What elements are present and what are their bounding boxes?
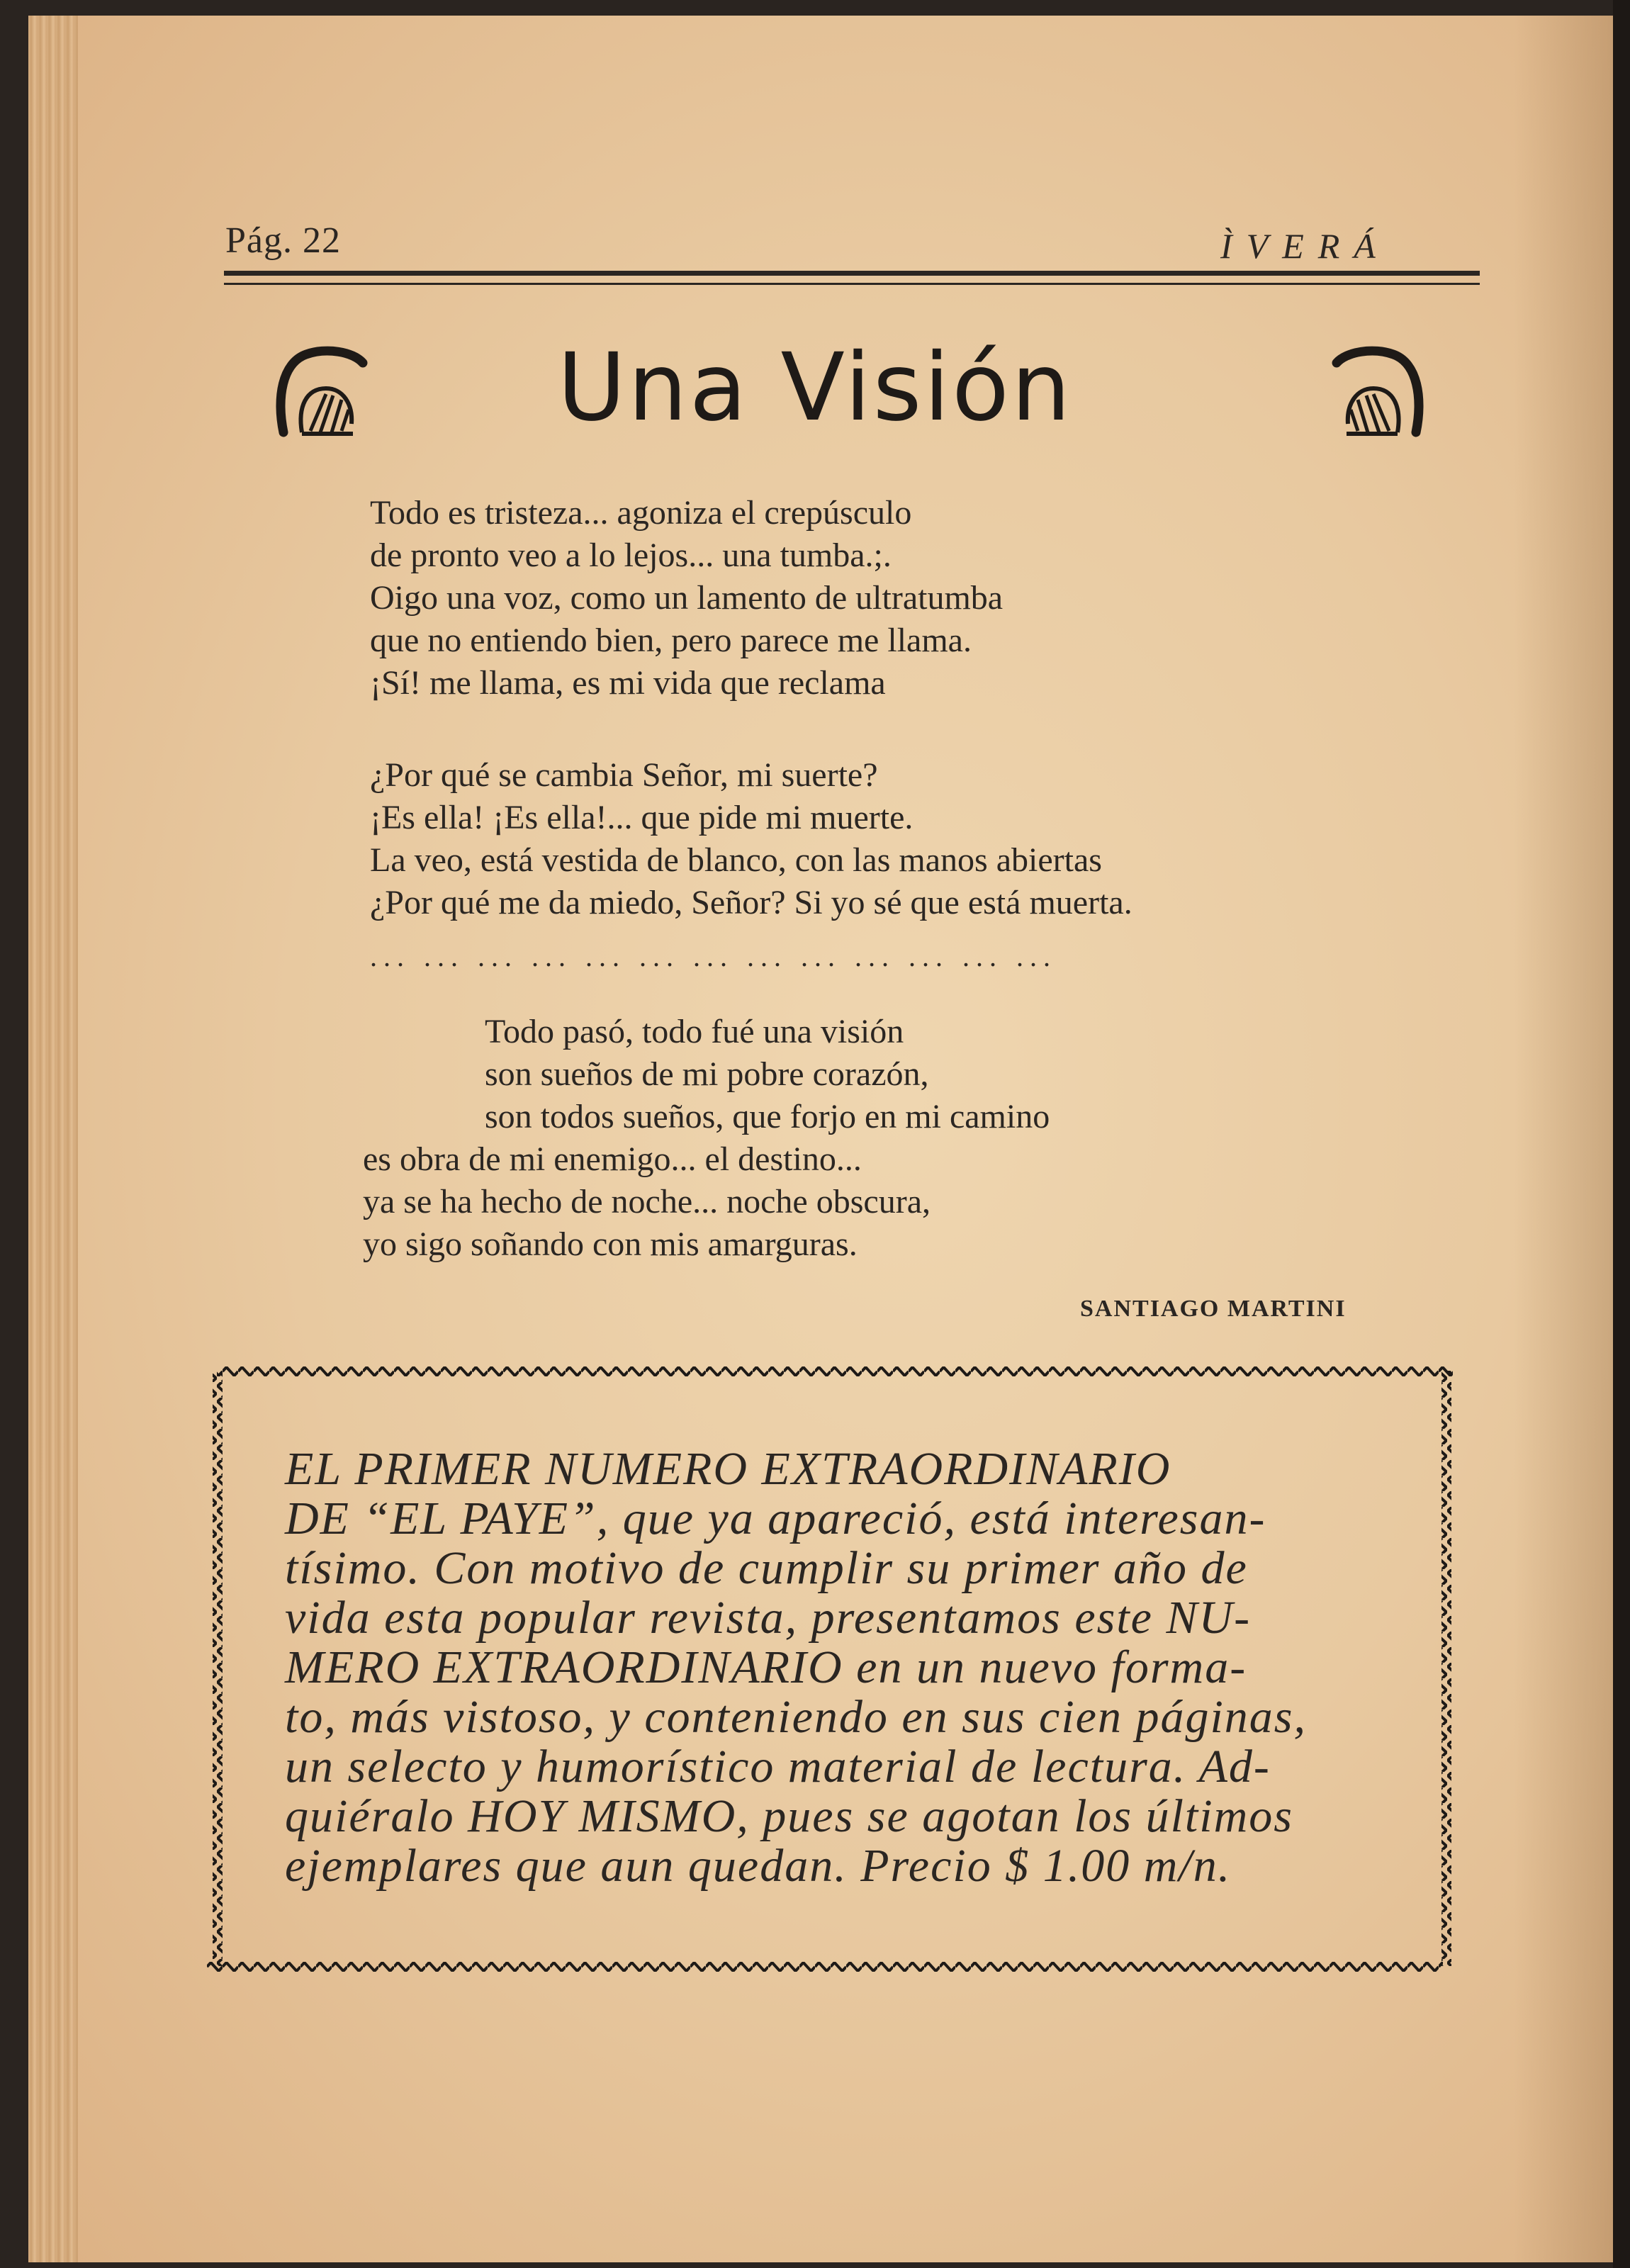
page-number: Pág. 22 — [225, 220, 341, 261]
poem-line: es obra de mi enemigo... el destino... — [363, 1140, 862, 1178]
ad-line: to, más vistoso, y conteniendo en sus cien páginas, — [285, 1691, 1307, 1743]
poem-line: ¡Es ella! ¡Es ella!... que pide mi muerte. — [370, 799, 914, 836]
ad-line: MERO EXTRAORDINARIO en un nuevo forma- — [285, 1641, 1247, 1693]
poem-line: La veo, está vestida de blanco, con las manos abiertas — [370, 841, 1102, 879]
poem-line: ¿Por qué se cambia Señor, mi suerte? — [370, 756, 878, 794]
dotted-separator: ... ... ... ... ... ... ... ... ... ... ... ... ... — [370, 941, 1057, 972]
poem-line: ya se ha hecho de noche... noche obscura, — [363, 1183, 931, 1220]
poem-line: de pronto veo a lo lejos... una tumba.;. — [370, 537, 892, 574]
ad-line: DE “EL PAYE”, que ya apareció, está interesan- — [285, 1493, 1266, 1544]
poem-line: ¿Por qué me da miedo, Señor? Si yo sé que está muerta. — [370, 884, 1132, 921]
article-title: Una Visión — [557, 333, 1073, 442]
author-signature: SANTIAGO MARTINI — [1080, 1296, 1347, 1322]
poem-line: ¡Sí! me llama, es mi vida que reclama — [370, 664, 886, 702]
poem-line: que no entiendo bien, pero parece me llama. — [370, 622, 972, 659]
poem-line: Todo es tristeza... agoniza el crepúsculo — [370, 494, 912, 532]
header-rule-thin — [224, 283, 1480, 285]
shell-ornament-right-icon — [1324, 342, 1430, 448]
poem-line: yo sigo soñando con mis amarguras. — [363, 1225, 858, 1263]
poem-line: Oigo una voz, como un lamento de ultratumba — [370, 579, 1004, 617]
header-rule-thick — [224, 271, 1480, 276]
ad-line: vida esta popular revista, presentamos este NU- — [285, 1592, 1252, 1644]
ad-line: quiéralo HOY MISMO, pues se agotan los últimos — [285, 1790, 1293, 1842]
running-title: ÌVERÁ — [1220, 226, 1390, 266]
poem-line: Todo pasó, todo fué una visión — [485, 1013, 904, 1050]
poem-line: son todos sueños, que forjo en mi camino — [485, 1098, 1050, 1135]
ad-line: ejemplares que aun quedan. Precio $ 1.00 m/n. — [285, 1840, 1232, 1892]
poem-line: son sueños de mi pobre corazón, — [485, 1055, 929, 1093]
ad-line: un selecto y humorístico material de lectura. Ad- — [285, 1741, 1271, 1792]
ad-line: EL PRIMER NUMERO EXTRAORDINARIO — [285, 1443, 1171, 1495]
ad-line: tísimo. Con motivo de cumplir su primer año de — [285, 1542, 1248, 1594]
